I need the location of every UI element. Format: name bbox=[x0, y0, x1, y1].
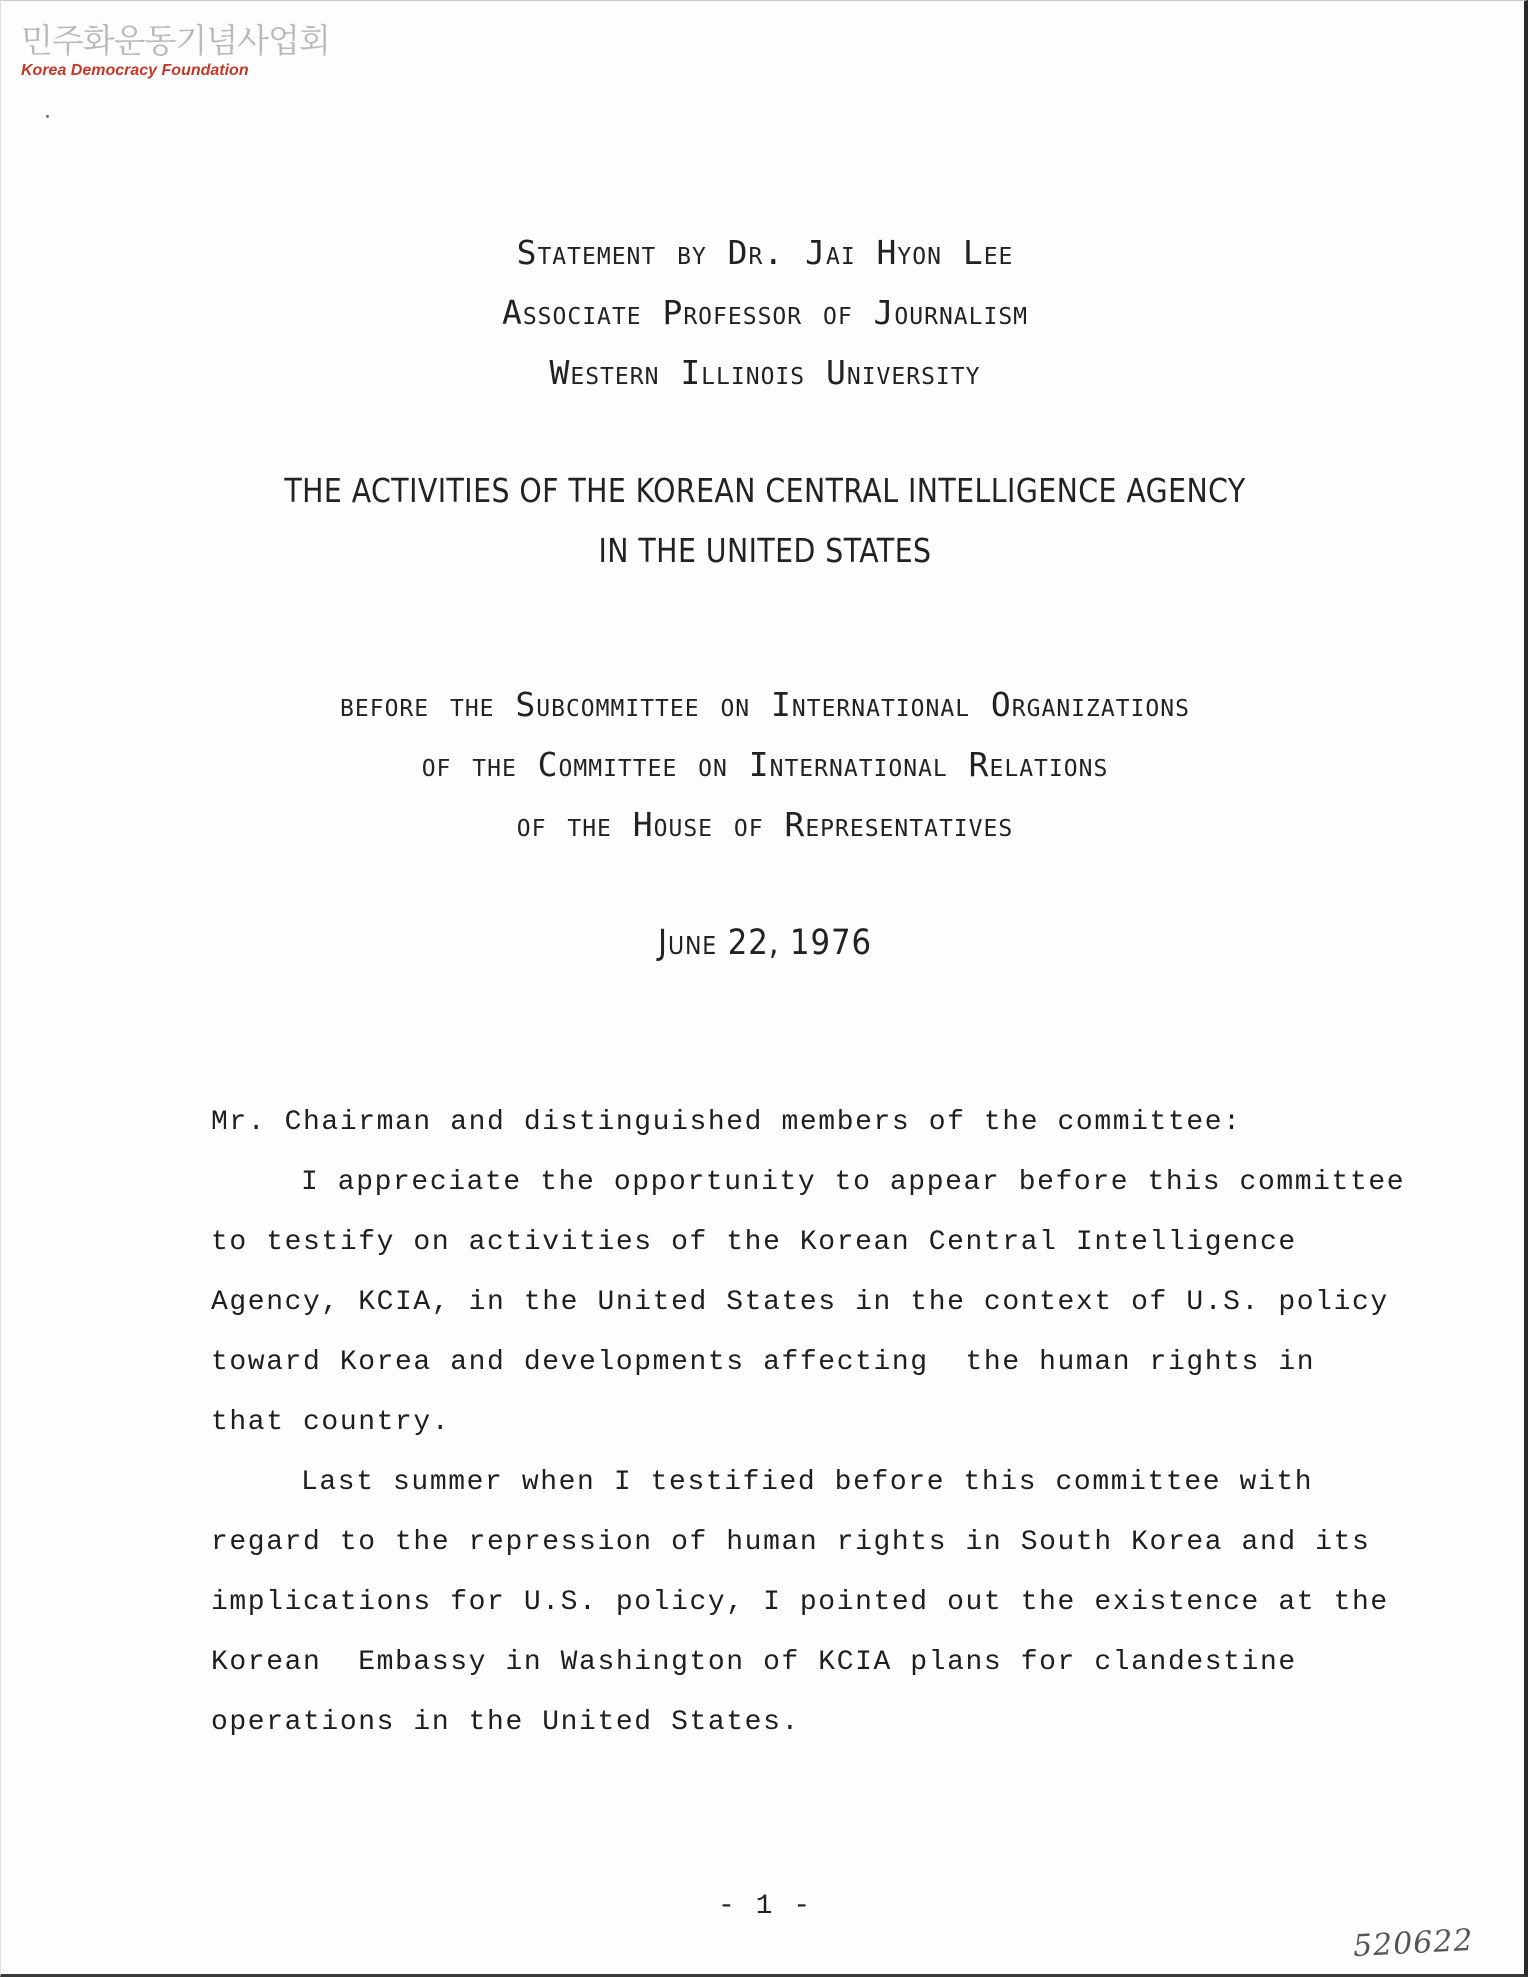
watermark-english-text: Korea Democracy Foundation bbox=[21, 62, 249, 79]
scan-speck bbox=[46, 115, 49, 118]
venue-line-2: of the Committee on International Relations bbox=[421, 745, 1109, 784]
document-title-line-2: IN THE UNITED STATES bbox=[598, 531, 932, 570]
paragraph-1-line: that country. bbox=[211, 1407, 451, 1438]
header-position: Associate Professor of Journalism bbox=[501, 293, 1029, 332]
venue-line-3: of the House of Representatives bbox=[516, 805, 1014, 844]
paragraph-2-line: implications for U.S. policy, I pointed out the existence at the bbox=[211, 1587, 1389, 1618]
header-author: Statement by Dr. Jai Hyon Lee bbox=[516, 233, 1014, 272]
paragraph-1-line: to testify on activities of the Korean Central Intelligence bbox=[211, 1227, 1297, 1258]
paragraph-1-line: Agency, KCIA, in the United States in the context of U.S. policy bbox=[211, 1287, 1389, 1318]
header-institution: Western Illinois University bbox=[549, 353, 981, 392]
watermark-korean-text: 민주화운동기념사업회 bbox=[21, 21, 330, 60]
paragraph-1-line: I appreciate the opportunity to appear before this committee bbox=[301, 1167, 1406, 1198]
document-title-line-1: THE ACTIVITIES OF THE KOREAN CENTRAL INTELLIGENCE AGENCY bbox=[284, 471, 1246, 510]
handwritten-archive-code: 520622 bbox=[1352, 1922, 1475, 1965]
foundation-watermark bbox=[21, 21, 330, 81]
statement-date: June 22, 1976 bbox=[658, 923, 872, 963]
paragraph-2-line: Last summer when I testified before this committee with bbox=[301, 1467, 1314, 1498]
paragraph-1-line: toward Korea and developments affecting the human rights in bbox=[211, 1347, 1316, 1378]
paragraph-2-line: Korean Embassy in Washington of KCIA plans for clandestine bbox=[211, 1647, 1297, 1678]
salutation: Mr. Chairman and distinguished members of the committee: bbox=[211, 1107, 1242, 1138]
paragraph-2-line: operations in the United States. bbox=[211, 1707, 800, 1738]
paragraph-2-line: regard to the repression of human rights in South Korea and its bbox=[211, 1527, 1371, 1558]
page-number: - 1 - bbox=[717, 1891, 812, 1922]
venue-line-1: before the Subcommittee on International Organizations bbox=[340, 685, 1190, 724]
